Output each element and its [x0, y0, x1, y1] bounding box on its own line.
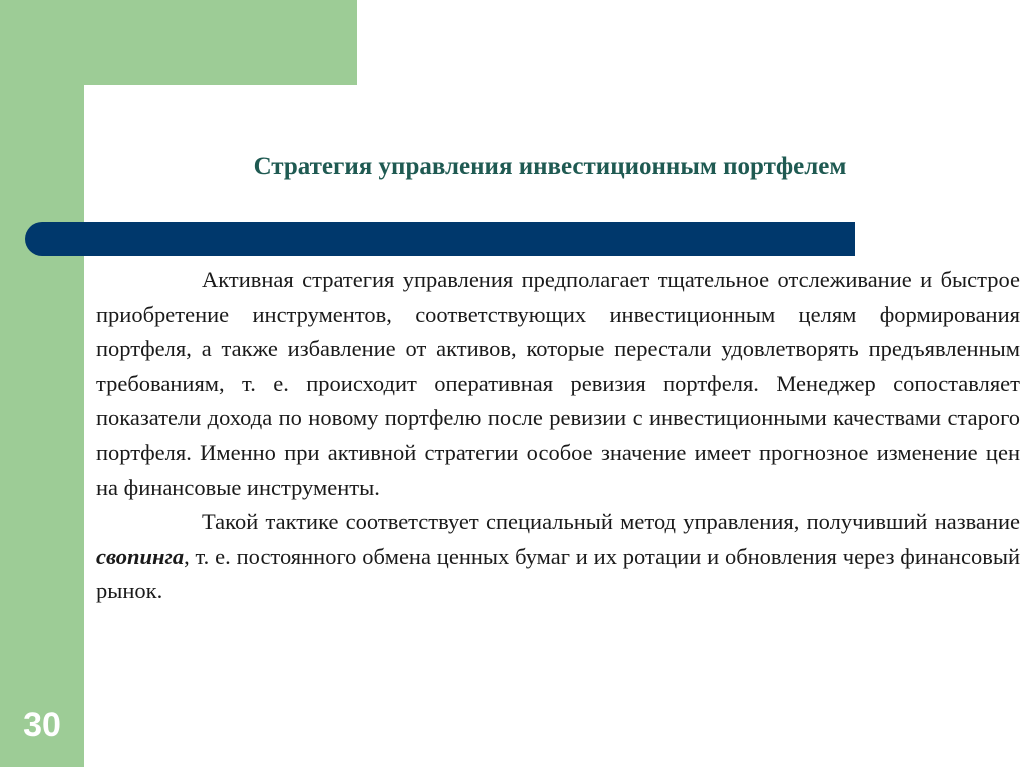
green-top-band — [0, 0, 357, 85]
paragraph-swapping — [96, 505, 1020, 609]
slide-number: 30 — [23, 706, 61, 744]
green-side-band — [0, 0, 84, 767]
term-swapping: свопинга — [96, 543, 185, 569]
slide-title: Стратегия управления инвестиционным портфелем — [253, 153, 847, 180]
paragraph-swapping-start: Такой тактике соответствует специальный метод управления, получивший название — [202, 509, 1020, 535]
paragraph-swapping-end: , т. е. постоянного обмена ценных бумаг и их ротации и обновления через финансовый рынок. — [96, 543, 1020, 604]
title-underline-bar — [25, 222, 855, 256]
slide-body — [96, 263, 1020, 609]
paragraph-active-strategy: Активная стратегия управления предполагает тщательное отслеживание и быстрое приобретение инструментов, соответствующих инвестиционным целям формирования портфеля, а также избавление от активов, которые перестали удовлетворять предъявленным требованиям, т. е. происходит оперативная ревизия портфеля. Менеджер сопоставляет показатели дохода по новому портфелю после ревизии с инвестиционными качествами старого портфеля. Именно при активной стратегии особое значение имеет прогнозное изменение цен на финансовые инструменты. — [96, 267, 1020, 500]
